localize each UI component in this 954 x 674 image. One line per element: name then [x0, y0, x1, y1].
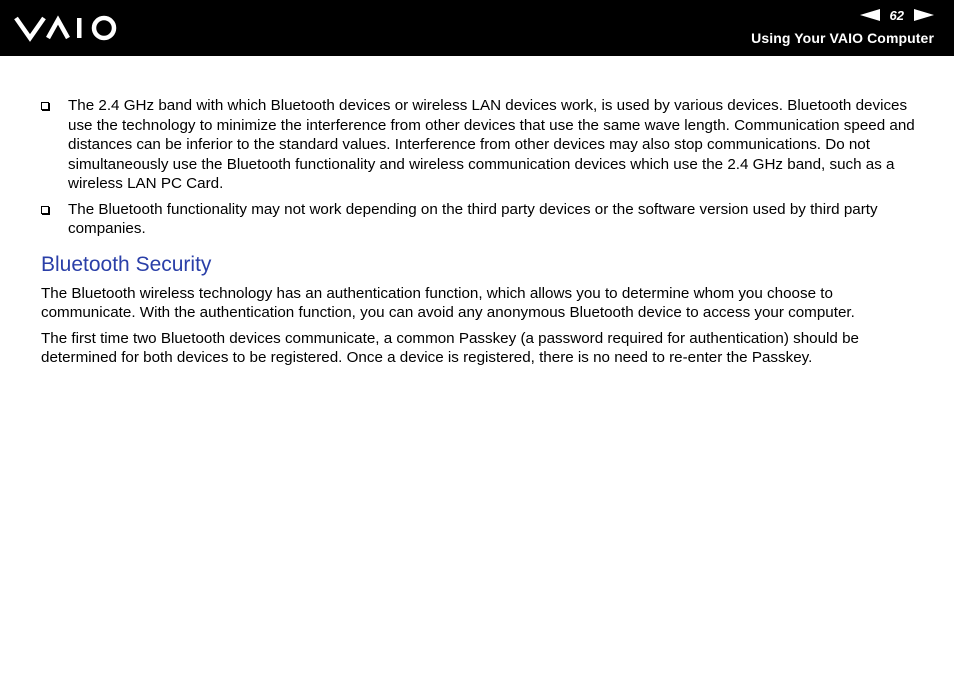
checkbox-bullet-icon: [41, 102, 49, 110]
arrow-right-icon[interactable]: [914, 9, 934, 21]
bullet-text: The Bluetooth functionality may not work depending on the third party devices or the software version used by third party companies.: [68, 200, 878, 237]
page-navigation: [860, 6, 934, 24]
page-content: [41, 96, 917, 374]
section-title: Using Your VAIO Computer: [751, 30, 934, 46]
bullet-list: [41, 96, 917, 239]
list-item: [41, 200, 917, 239]
page-number: 62: [889, 7, 904, 23]
section-heading: Bluetooth Security: [41, 252, 212, 276]
paragraph: The first time two Bluetooth devices communicate, a common Passkey (a password required for authentication) should be determined for both devices to be registered. Once a device is registered, there is no need to re-enter the Passkey.: [41, 329, 859, 366]
checkbox-bullet-icon: [41, 206, 49, 214]
page-header: [0, 0, 954, 56]
vaio-logo: [14, 12, 122, 44]
list-item: [41, 96, 917, 194]
bullet-text: The 2.4 GHz band with which Bluetooth devices or wireless LAN devices work, is used by various devices. Bluetooth devices use the technology to minimize the interference from other devices that use the same wave length. Communication speed and distances can be inferior to the standard values. Interference from other devices may also stop communications. Do not simultaneously use the Bluetooth functionality and wireless communication devices which use the 2.4 GHz band, such as a wireless LAN PC Card.: [68, 97, 915, 192]
paragraph: The Bluetooth wireless technology has an authentication function, which allows you to determine whom you choose to communicate. With the authentication function, you can avoid any anonymous Bluetooth device to access your computer.: [41, 284, 855, 321]
arrow-left-icon[interactable]: [860, 9, 880, 21]
